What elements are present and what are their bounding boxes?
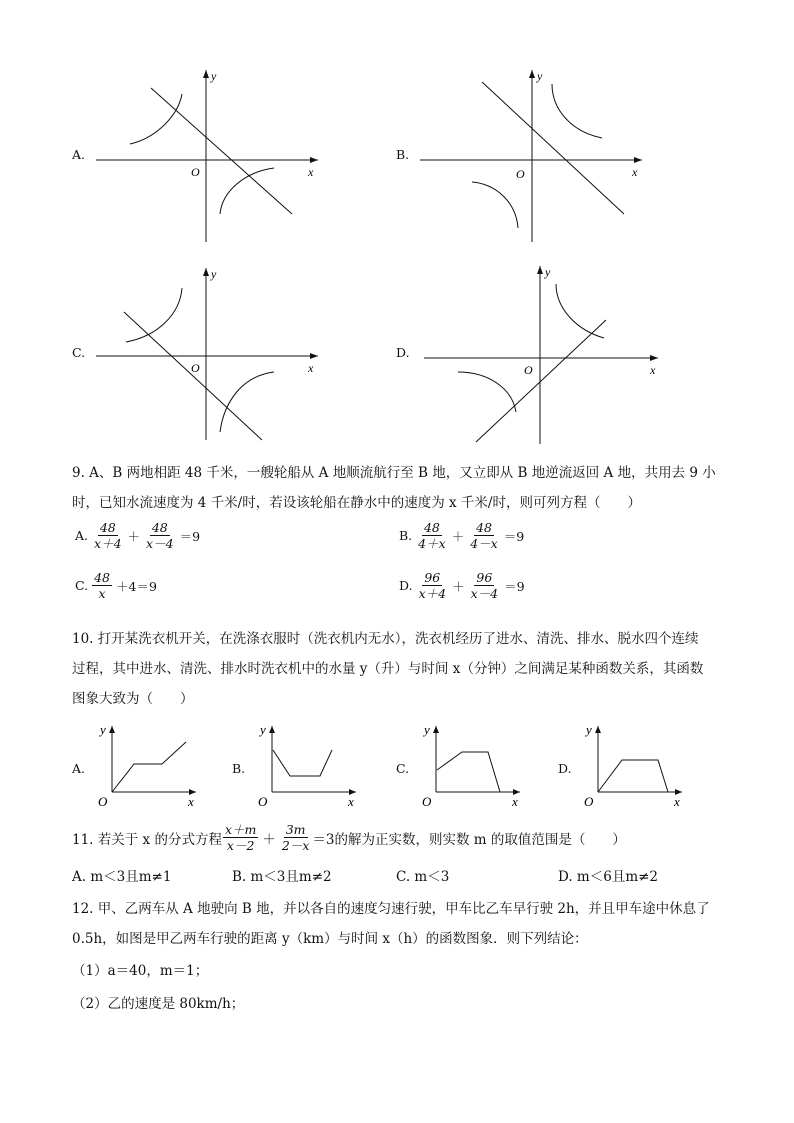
q11-option-a: A. m＜3且m≠1: [72, 869, 172, 885]
axis-x-label: x: [632, 165, 638, 179]
origin-label: O: [98, 794, 108, 809]
q8-graph-b: [420, 66, 650, 246]
q10-graph-c: [420, 720, 530, 810]
fraction: $\frac{96}{x+4}$: [418, 570, 447, 601]
q11-option-c: C. m＜3: [396, 869, 450, 885]
axis-y-label: y: [586, 722, 592, 737]
q10-graph-b: [256, 720, 366, 810]
origin-label: O: [191, 361, 200, 375]
option-label: C.: [75, 578, 89, 593]
q10-option-b-label: B.: [232, 761, 246, 776]
q10-graph-a: [96, 720, 206, 810]
fraction: $\frac{48}{x-4}$: [146, 520, 174, 551]
axis-x-label: x: [512, 794, 518, 809]
axis-y-label: y: [537, 69, 543, 83]
q9-option-d: D. $\frac{96}{x+4}$ ＋ $\frac{96}{x-4}$ ＝9: [399, 570, 525, 601]
fraction: $\frac{48}{x+4}$: [94, 520, 122, 551]
q9-option-a: A. $\frac{48}{x+4}$ ＋ $\frac{48}{x-4}$ ＝9: [75, 520, 201, 551]
q8-graph-c: [96, 264, 326, 444]
q12-stem-line1: 12. 甲、乙两车从 A 地驶向 B 地，并以各自的速度匀速行驶，甲车比乙车早行驶 2h，并且甲车途中休息了: [72, 901, 710, 917]
axis-y-label: y: [424, 722, 430, 737]
option-label: A.: [75, 528, 89, 543]
q11-suffix: ＝3的解为正实数，则实数 m 的取值范围是（ ）: [312, 831, 626, 848]
axis-x-label: x: [308, 361, 314, 375]
fraction: $\frac{3m}{2-x}$: [281, 822, 310, 853]
option-label: B.: [399, 528, 413, 543]
q11-stem: 11. 若关于 x 的分式方程 $\frac{x+m}{x-2}$ ＋ $\frac{3m}{2-x}$ ＝3的解为正实数，则实数 m 的取值范围是（ ）: [72, 822, 626, 853]
axis-y-label: y: [260, 722, 266, 737]
origin-label: O: [516, 167, 525, 181]
origin-label: O: [258, 794, 268, 809]
q9-stem-line1: 9. A、B 两地相距 48 千米，一艘轮船从 A 地顺流航行至 B 地，又立即从 B 地逆流返回 A 地，共用去 9 小: [72, 465, 716, 481]
q8-option-b-label: B.: [396, 147, 410, 162]
q10-graph-d: [582, 720, 692, 810]
axis-x-label: x: [650, 363, 656, 377]
q10-option-c-label: C.: [396, 761, 410, 776]
q11-prefix: 11. 若关于 x 的分式方程: [72, 831, 222, 848]
fraction: $\frac{48}{4+x}$: [418, 520, 446, 551]
option-label: D.: [399, 578, 413, 593]
fraction: $\frac{x+m}{x-2}$: [224, 822, 257, 853]
q8-graph-d: [424, 262, 664, 446]
q9-stem-line2: 时，已知水流速度为 4 千米/时，若设该轮船在静水中的速度为 x 千米/时，则可列方程（ ）: [72, 495, 641, 511]
axis-y-label: y: [211, 267, 217, 281]
q10-option-a-label: A.: [72, 761, 86, 776]
fraction: $\frac{96}{x-4}$: [470, 570, 499, 601]
origin-label: O: [524, 363, 533, 377]
q11-option-d: D. m＜6且m≠2: [558, 869, 659, 885]
q12-conclusion-2: （2）乙的速度是 80km/h；: [72, 996, 245, 1012]
fraction: $\frac{48}{4-x}$: [470, 520, 498, 551]
q9-option-c: C. $\frac{48}{x}$ ＋4＝9: [75, 570, 157, 601]
q12-stem-line2: 0.5h，如图是甲乙两车行驶的距离 y（km）与时间 x（h）的函数图象．则下列结论：: [72, 931, 588, 947]
axis-x-label: x: [348, 794, 354, 809]
q8-graph-a: [96, 66, 326, 246]
q10-stem-line1: 10. 打开某洗衣机开关，在洗涤衣服时（洗衣机内无水），洗衣机经历了进水、清洗、排水、脱水四个连续: [72, 631, 699, 647]
q10-option-d-label: D.: [558, 761, 572, 776]
q10-stem-line3: 图象大致为（ ）: [72, 691, 194, 707]
axis-y-label: y: [211, 69, 217, 83]
axis-x-label: x: [674, 794, 680, 809]
origin-label: O: [422, 794, 432, 809]
fraction: $\frac{48}{x}$: [94, 570, 110, 601]
axis-x-label: x: [188, 794, 194, 809]
q8-option-a-label: A.: [72, 147, 86, 162]
q8-option-d-label: D.: [396, 345, 410, 360]
origin-label: O: [584, 794, 594, 809]
axis-y-label: y: [100, 722, 106, 737]
axis-x-label: x: [308, 165, 314, 179]
q9-option-b: B. $\frac{48}{4+x}$ ＋ $\frac{48}{4-x}$ ＝9: [399, 520, 525, 551]
q10-stem-line2: 过程，其中进水、清洗、排水时洗衣机中的水量 y（升）与时间 x（分钟）之间满足某种函数关系，其函数: [72, 661, 704, 677]
axis-y-label: y: [545, 265, 551, 279]
q12-conclusion-1: （1）a＝40，m＝1；: [72, 963, 209, 979]
q8-option-c-label: C.: [72, 345, 86, 360]
q11-option-b: B. m＜3且m≠2: [232, 869, 332, 885]
origin-label: O: [191, 165, 200, 179]
